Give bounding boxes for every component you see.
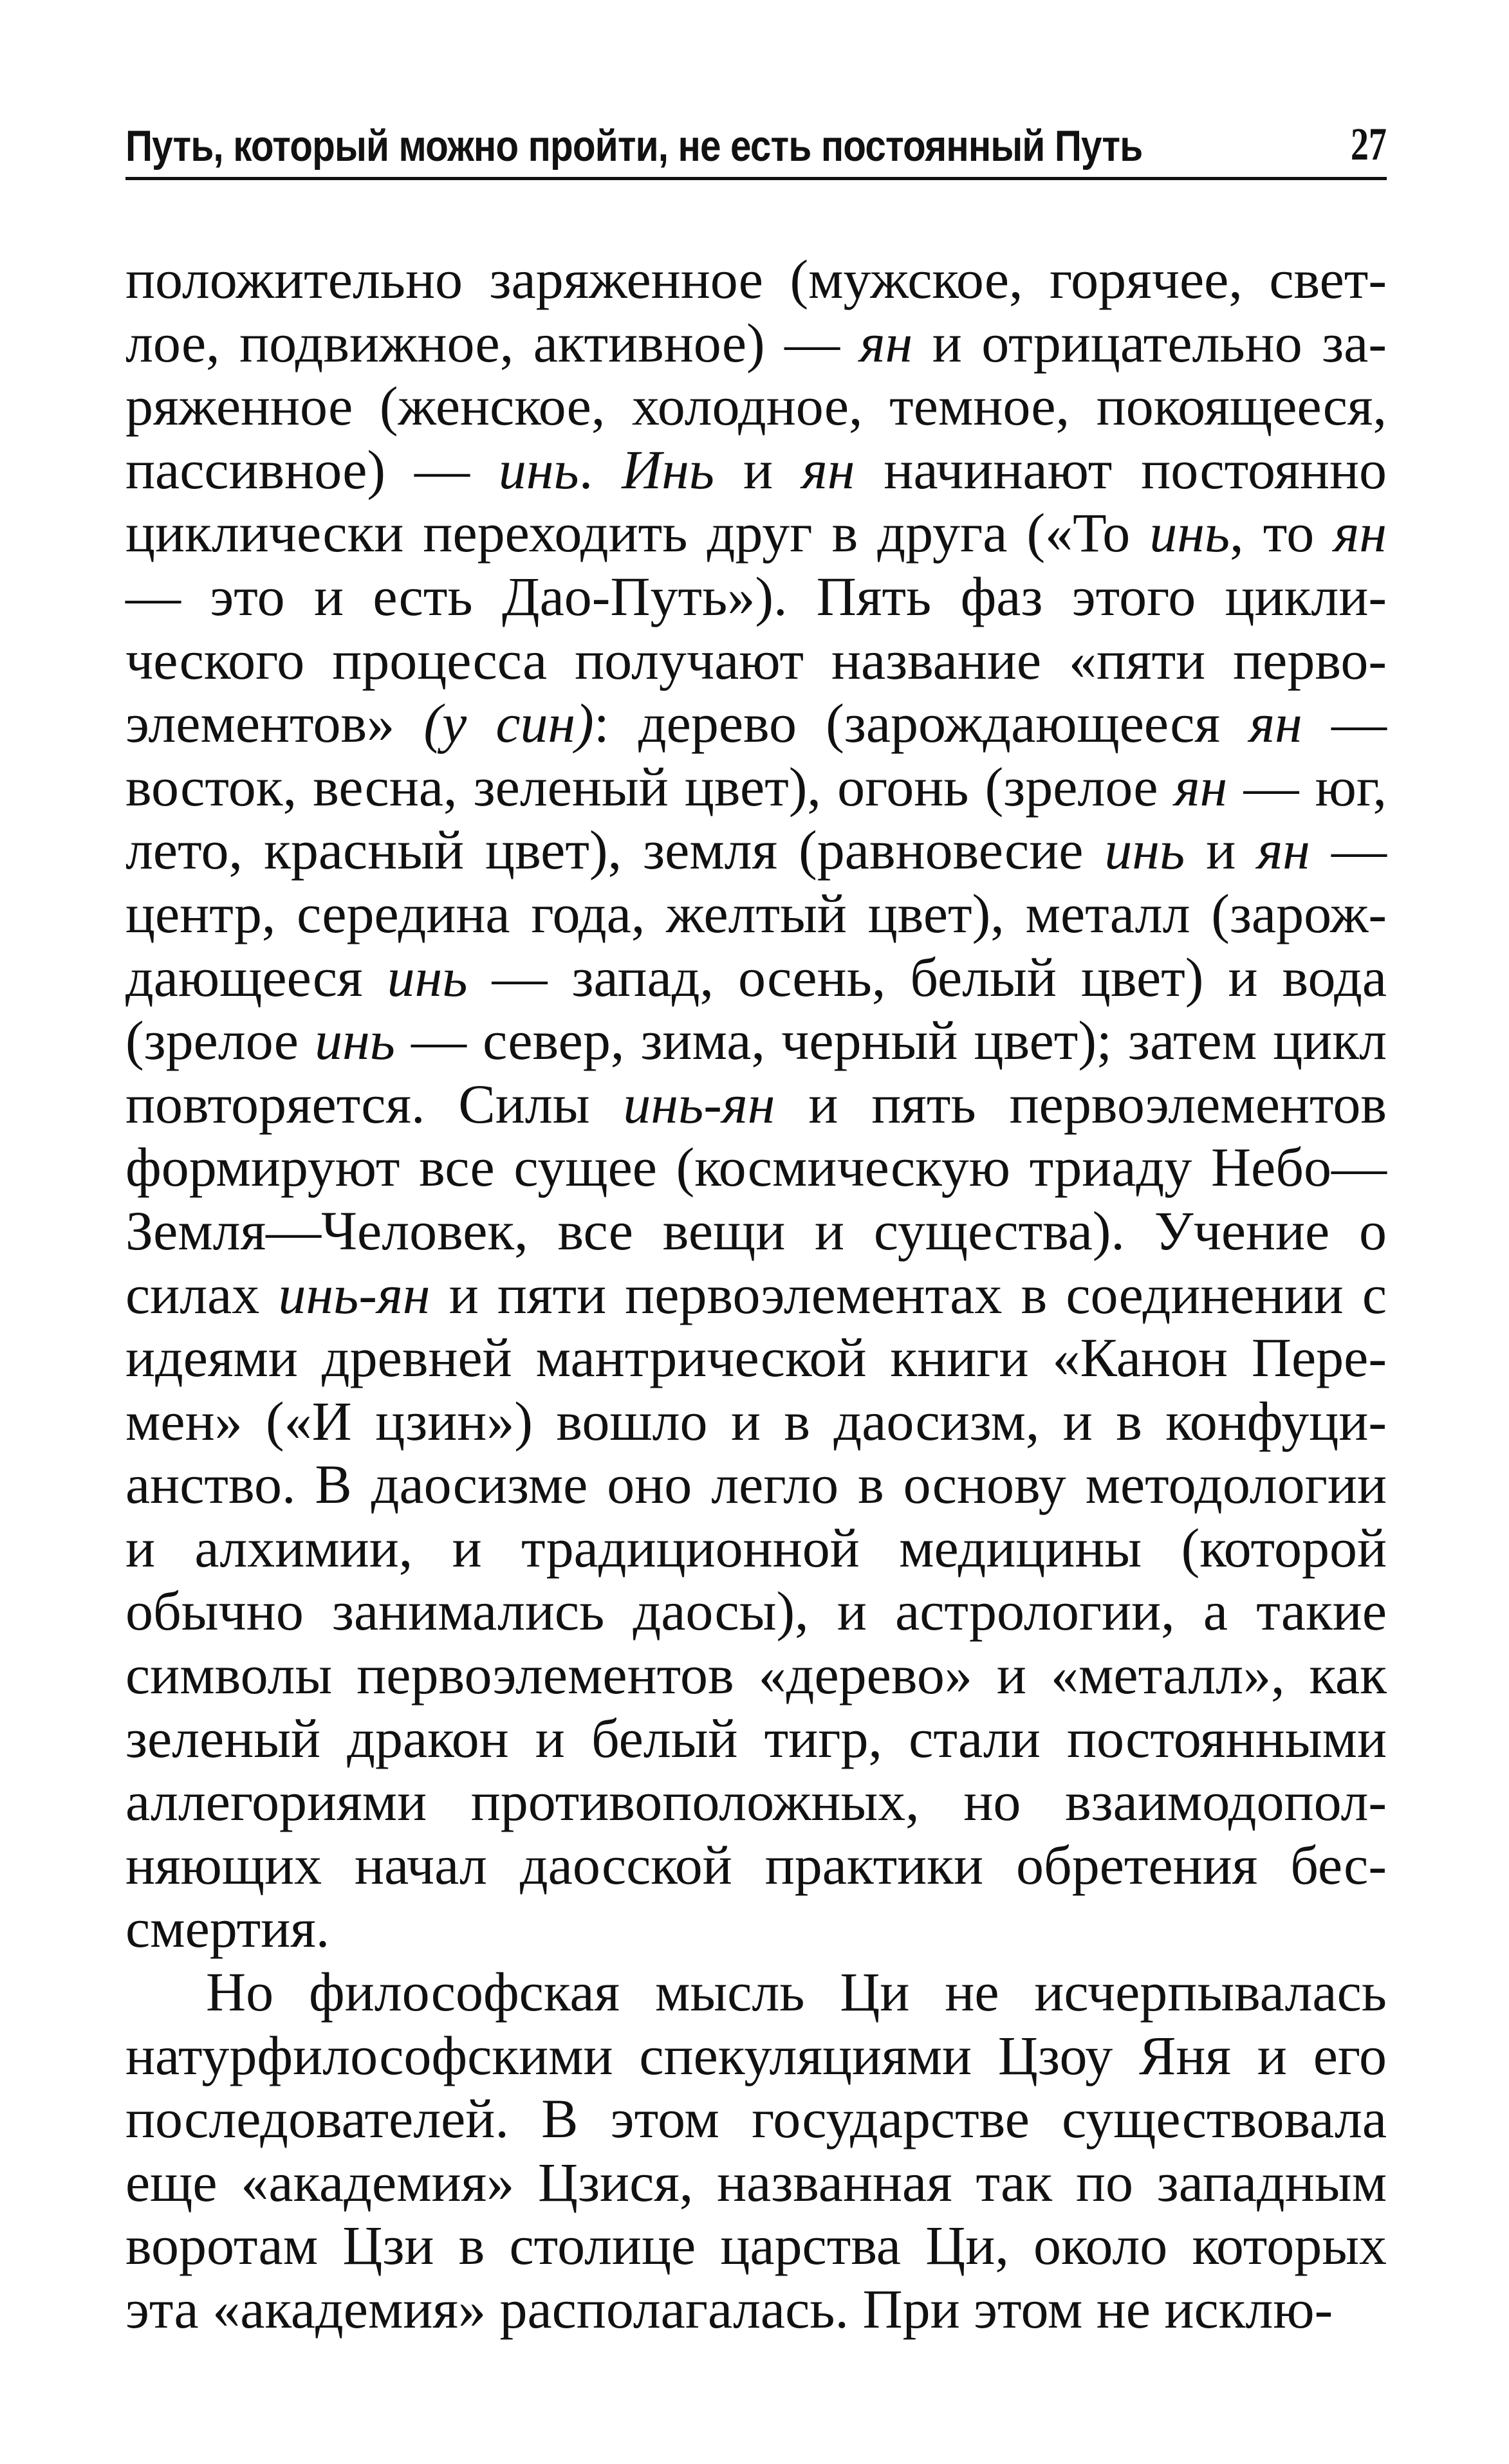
body-text <box>125 248 1387 2341</box>
text-run: — юг, лето, красный цвет), земля (равновесие <box>125 755 1387 881</box>
text-run: Но философская мысль Ци не исчерпывалась натурфилософскими спекуляциями Цзоу Яня и его последователей. В этом государстве существовала еще «академия» Цзися, названная так по западным воротам Цзи в столице царства Ци, около которых эта «академия» располагалась. При этом не исклю- <box>125 1961 1387 2340</box>
text-run: и отрицательно заряженное (женское, холодное, темное, покоящееся, пассивное) — <box>125 311 1387 501</box>
text-run: — восток, весна, зеленый цвет), огонь (зрелое <box>125 692 1387 818</box>
italic-term: ян <box>1333 502 1387 564</box>
text-run: и пяти первоэлементах в соединении с идеями древней мантрической книги «Канон Перемен» («И цзин») вошло и в даосизм, и в конфуцианство. В даосизме оно легло в основу методологии и алхимии, и традиционной медицины (которой обычно занимались даосы), и астрологии, а такие символы первоэлементов «дерево» и «металл», как зеленый дракон и белый тигр, стали постоянными аллегориями противоположных, но взаимодополняющих начал даосской практики обретения бессмертия. <box>125 1263 1387 1960</box>
text-run: — центр, середина года, желтый цвет), металл (зарождающееся <box>125 819 1387 1008</box>
italic-term: инь <box>1104 819 1185 881</box>
paragraph <box>125 1960 1387 2341</box>
running-title: Путь, который можно пройти, не есть постоянный Путь <box>125 122 1143 170</box>
text-run: — север, зима, черный цвет); затем цикл повторяется. Силы <box>125 1009 1387 1135</box>
italic-term: ян <box>859 311 913 374</box>
text-run: — это и есть Дао-Путь»). Пять фаз этого циклического процесса получают название «пяти первоэлементов» <box>125 565 1387 755</box>
running-header <box>125 109 1387 180</box>
header-rule <box>125 177 1387 180</box>
italic-term: Инь <box>622 438 715 501</box>
text-run: и <box>714 438 802 501</box>
italic-term: ян <box>1174 755 1228 818</box>
italic-term: инь <box>315 1009 395 1072</box>
text-run: — запад, осень, белый цвет) и вода (зрелое <box>125 946 1387 1072</box>
text-run: . <box>579 438 622 501</box>
italic-term: ян <box>1257 819 1310 881</box>
italic-term: ян <box>801 438 855 501</box>
text-run: и <box>1185 819 1257 881</box>
text-run: : дерево (зарождающееся <box>593 692 1250 755</box>
text-run: и пять первоэлементов формируют все сущее (космическую триаду Небо—Земля—Человек, все вещи и существа). Учение о силах <box>125 1072 1387 1325</box>
italic-term: инь-ян <box>623 1072 775 1135</box>
italic-term: инь <box>1149 502 1230 564</box>
text-run: начинают постоянно циклически переходить друг в друга («То <box>125 438 1387 564</box>
italic-term: ян <box>1249 692 1302 755</box>
italic-term: инь <box>387 946 468 1008</box>
italic-term: инь <box>498 438 579 501</box>
page-number: 27 <box>1350 118 1387 170</box>
italic-term: инь-ян <box>278 1263 430 1325</box>
italic-term: (у син) <box>423 692 594 755</box>
text-run: , то <box>1230 502 1334 564</box>
paragraph <box>125 248 1387 1960</box>
text-run: положительно заряженное (мужское, горячее, светлое, подвижное, активное) — <box>125 248 1387 374</box>
